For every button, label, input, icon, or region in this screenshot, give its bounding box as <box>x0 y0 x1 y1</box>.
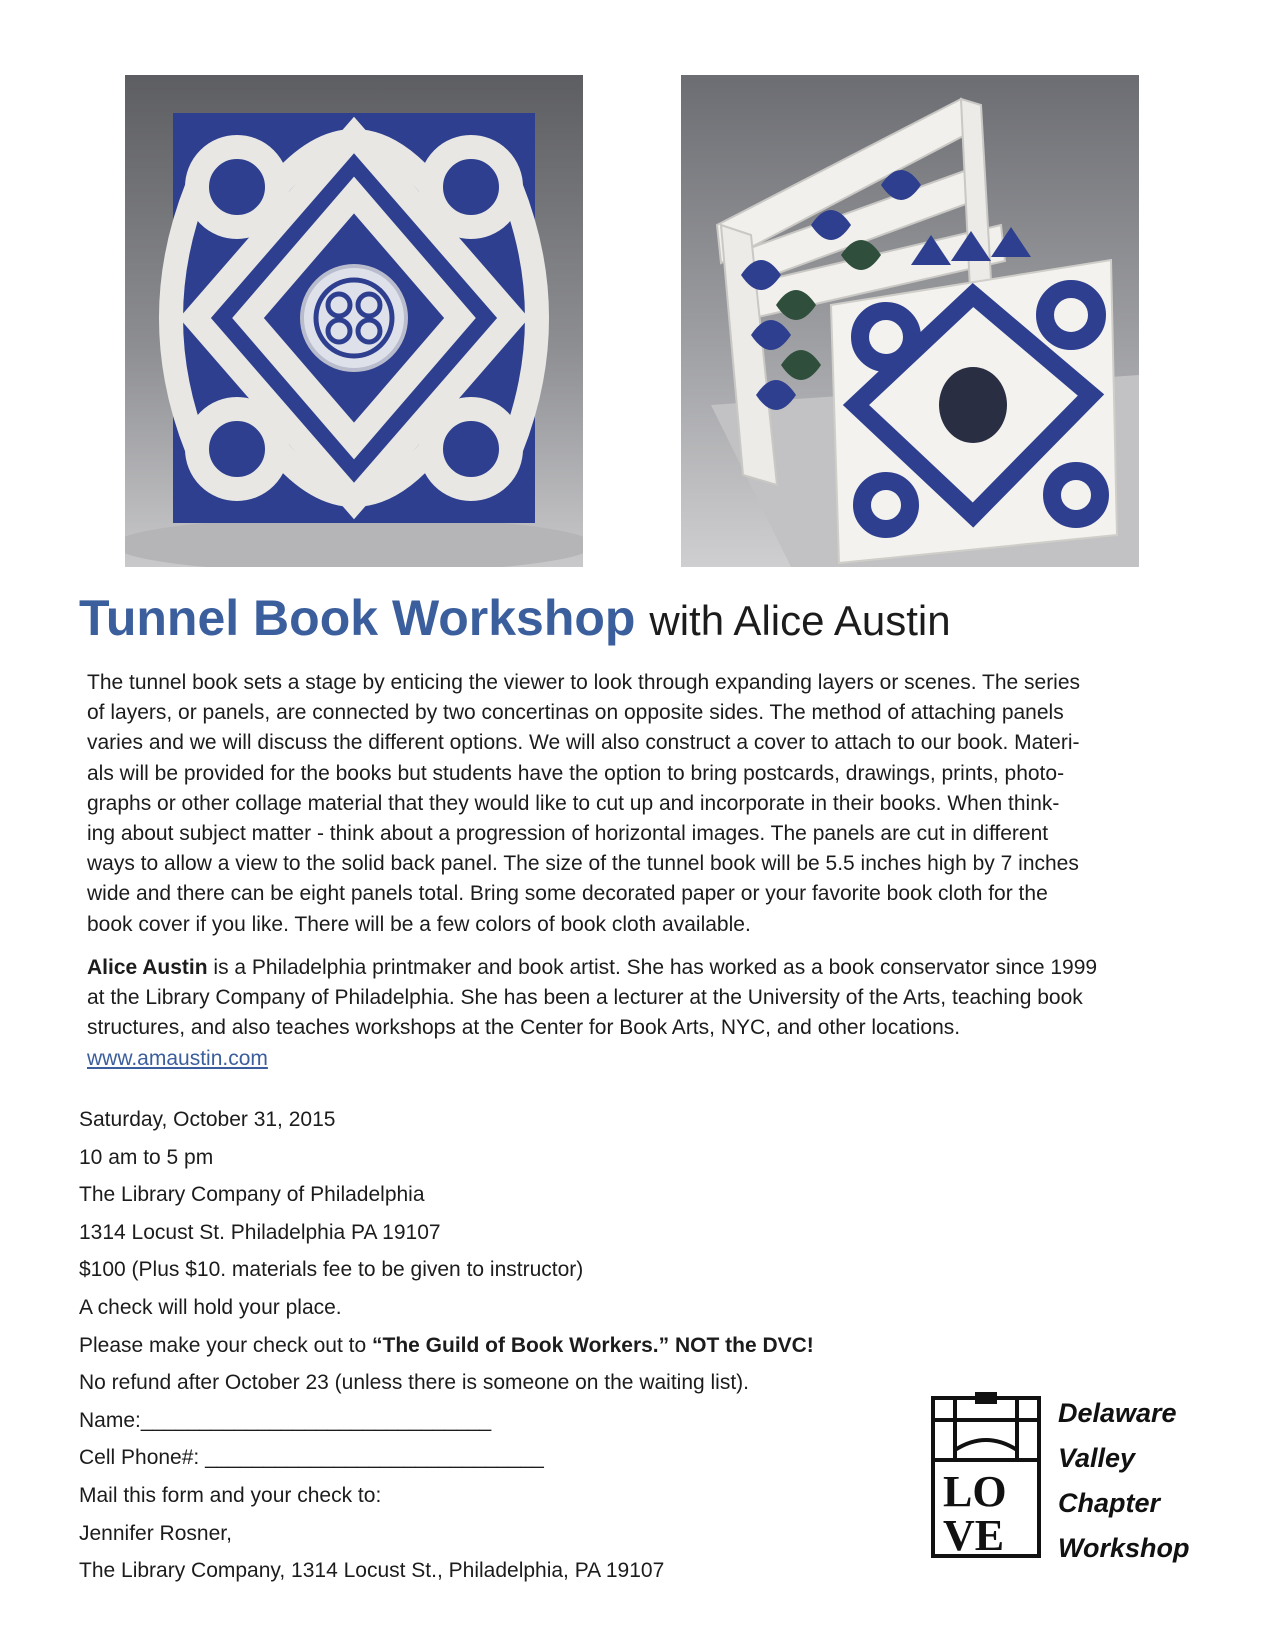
event-date: Saturday, October 31, 2015 <box>79 1108 336 1131</box>
title-instructor: with Alice Austin <box>649 597 951 644</box>
description-line: wide and there can be eight panels total. Bring some decorated paper or your favorite book cloth for the <box>87 882 1048 906</box>
refund-policy: No refund after October 23 (unless there is someone on the waiting list). <box>79 1371 750 1395</box>
workshop-description <box>87 668 1197 940</box>
tunnel-book-expanded-photo <box>681 75 1139 567</box>
chapter-line: Workshop <box>1058 1533 1190 1563</box>
event-address: 1314 Locust St. Philadelphia PA 19107 <box>79 1220 441 1244</box>
check-payee: “The Guild of Book Workers.” NOT the DVC! <box>372 1333 814 1357</box>
name-field[interactable]: Name:______________________________ <box>79 1408 492 1432</box>
description-line: graphs or other collage material that they would like to cut up and incorporate in their books. When think- <box>87 791 1060 815</box>
event-venue: The Library Company of Philadelphia <box>79 1183 425 1207</box>
mail-address: The Library Company, 1314 Locust St., Philadelphia, PA 19107 <box>79 1559 665 1583</box>
bio-text: is a Philadelphia printmaker and book artist. She has worked as a book conservator since 1999 <box>207 956 1098 979</box>
mail-recipient: Jennifer Rosner, <box>79 1521 232 1545</box>
description-line: als will be provided for the books but students have the option to bring postcards, drawings, prints, photo- <box>87 761 1065 785</box>
chapter-line: Chapter <box>1058 1488 1161 1518</box>
bio-line: at the Library Company of Philadelphia. She has been a lecturer at the University of the Arts, teaching book <box>87 986 1083 1010</box>
title-main: Tunnel Book Workshop <box>79 590 636 646</box>
love-press-logo <box>925 1390 1047 1562</box>
description-line: The tunnel book sets a stage by enticing the viewer to look through expanding layers or scenes. The series <box>87 671 1081 694</box>
instructor-website-link[interactable]: www.amaustin.com <box>87 1046 268 1070</box>
instructor-bio <box>87 953 1197 1074</box>
description-line: ways to allow a view to the solid back panel. The size of the tunnel book will be 5.5 inches high by 7 inches <box>87 852 1079 876</box>
description-line: book cover if you like. There will be a few colors of book cloth available. <box>87 912 751 936</box>
logo-letters-top: LO <box>943 1467 1007 1516</box>
bio-line <box>87 953 1197 983</box>
hold-note: A check will hold your place. <box>79 1295 342 1319</box>
check-prefix: Please make your check out to <box>79 1333 372 1357</box>
tunnel-book-cover-photo <box>125 75 583 567</box>
check-instructions <box>79 1327 814 1365</box>
workshop-details <box>79 1101 814 1590</box>
logo-letters-bottom: VE <box>943 1511 1005 1560</box>
cell-phone-field[interactable]: Cell Phone#: _____________________________ <box>79 1446 544 1470</box>
description-line: varies and we will discuss the different options. We will also construct a cover to attach to our book. Materi- <box>87 731 1080 755</box>
chapter-line: Delaware <box>1058 1398 1177 1428</box>
instructor-name: Alice Austin <box>87 956 208 979</box>
chapter-name <box>1058 1391 1190 1571</box>
event-time: 10 am to 5 pm <box>79 1145 214 1169</box>
description-line: of layers, or panels, are connected by two concertinas on opposite sides. The method of attaching panels <box>87 701 1064 725</box>
workshop-title <box>79 583 951 656</box>
description-line: ing about subject matter - think about a progression of horizontal images. The panels are cut in different <box>87 822 1049 846</box>
bio-line: structures, and also teaches workshops at the Center for Book Arts, NYC, and other locations. <box>87 1016 961 1040</box>
event-fee: $100 (Plus $10. materials fee to be given to instructor) <box>79 1258 584 1282</box>
mail-instructions: Mail this form and your check to: <box>79 1483 382 1507</box>
chapter-line: Valley <box>1058 1443 1136 1473</box>
